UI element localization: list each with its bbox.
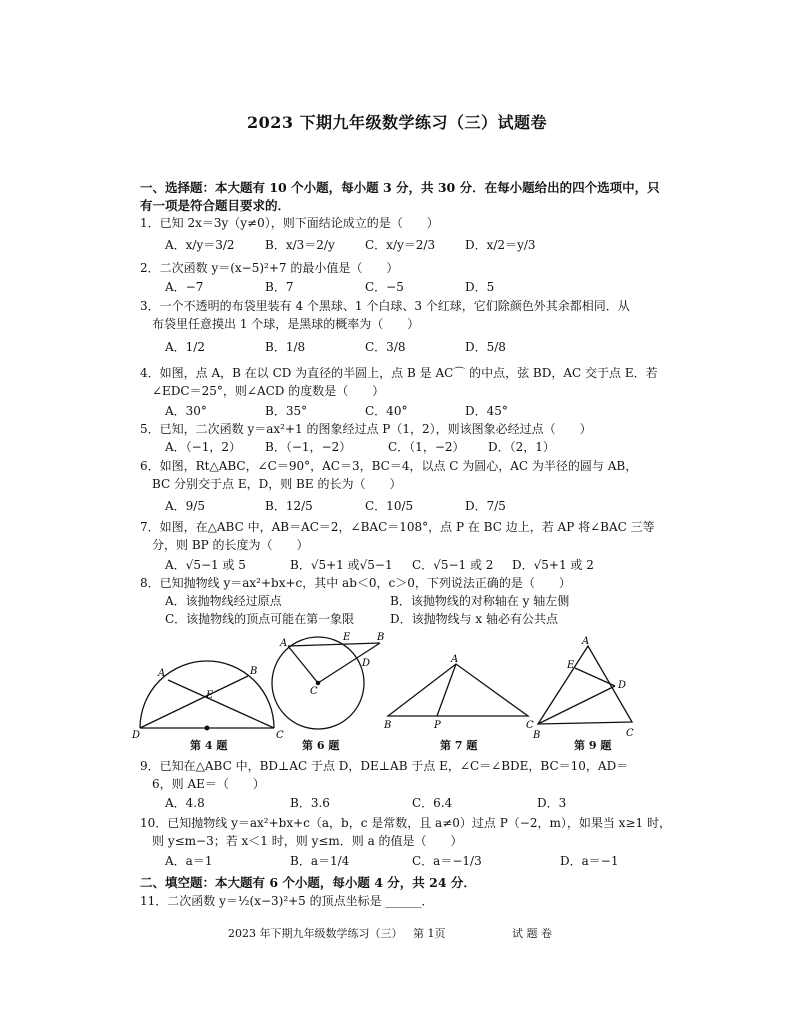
fig9-label-e: E	[567, 660, 575, 671]
question-9-option-d: D．3	[537, 796, 567, 810]
figure-4-caption: 第 4 题	[190, 739, 228, 752]
question-8-option-c: C．该抛物线的顶点可能在第一象限	[165, 612, 355, 626]
fig6-label-a: A	[280, 638, 288, 649]
question-4-option-b: B．35°	[265, 404, 308, 418]
page-title: 2023 下期九年级数学练习（三）试题卷	[246, 113, 548, 132]
figure-7-diagram	[388, 664, 528, 716]
question-9-stem-line1: 9．已知在△ABC 中，BD⊥AC 于点 D，DE⊥AB 于点 E，∠C＝∠BDE，BC＝10，AD＝	[140, 759, 629, 773]
figures-row	[130, 628, 650, 752]
fig7-label-c: C	[526, 720, 534, 731]
figure-7-caption: 第 7 题	[440, 739, 478, 752]
figure-6-labels	[279, 632, 384, 697]
fig6-label-d: D	[362, 658, 371, 669]
question-5-option-a: A．（−1，2）	[165, 440, 241, 454]
fig9-label-b: B	[533, 730, 541, 741]
question-3-stem-line1: 3．一个不透明的布袋里装有 4 个黑球、1 个白球、3 个红球，它们除颜色外其余都相同．从	[140, 299, 630, 313]
question-5-stem: 5．已知，二次函数 y＝ax²+1 的图象经过点 P（1，2），则该图象必经过点（ ）	[140, 422, 592, 436]
question-4-option-d: D．45°	[465, 404, 508, 418]
question-2-option-c: C．−5	[365, 280, 404, 294]
question-6-option-c: C．10/5	[365, 499, 414, 513]
section-two-heading: 二、填空题：本大题有 6 个小题，每小题 4 分，共 24 分．	[140, 875, 476, 890]
question-10-option-d: D．a＝−1	[560, 854, 619, 868]
section-one-heading-line2: 有一项是符合题目要求的．	[140, 198, 291, 213]
question-8-option-b: B．该抛物线的对称轴在 y 轴左侧	[390, 594, 570, 608]
question-6-stem-line1: 6．如图，Rt△ABC，∠C＝90°，AC＝3，BC＝4，以点 C 为圆心，AC 为半径的圆与 AB，	[140, 459, 638, 473]
question-7-option-a: A．√5−1 或 5	[165, 558, 246, 572]
question-2-option-b: B．7	[265, 280, 294, 294]
question-10-stem-line1: 10．已知抛物线 y＝ax²+bx+c（a，b，c 是常数，且 a≠0）过点 P（−2，m），如果当 x≥1 时，	[140, 816, 671, 830]
question-1-option-b: B．x/3＝2/y	[265, 238, 335, 252]
question-3-option-b: B．1/8	[265, 340, 306, 354]
fig9-label-d: D	[618, 680, 627, 691]
question-7-stem-line2: 分，则 BP 的长度为（ ）	[140, 538, 309, 552]
question-8-option-d: D．该抛物线与 x 轴必有公共点	[390, 612, 559, 626]
question-1-option-d: D．x/2＝y/3	[465, 238, 536, 252]
fig4-label-e: E	[206, 690, 214, 701]
question-6-option-b: B．12/5	[265, 499, 313, 513]
footer-page-number: 第 1页	[413, 927, 446, 940]
question-10-option-b: B．a＝1/4	[290, 854, 350, 868]
question-10-option-c: C．a＝−1/3	[412, 854, 482, 868]
question-4-option-c: C．40°	[365, 404, 408, 418]
question-4-stem-line2: ∠EDC＝25°，则∠ACD 的度数是（ ）	[140, 384, 385, 398]
footer-exam-name: 2023 年下期九年级数学练习（三）	[228, 927, 403, 940]
fig6-label-b: B	[377, 632, 385, 643]
question-7-stem-line1: 7．如图，在△ABC 中，AB＝AC＝2，∠BAC＝108°，点 P 在 BC 边上，若 AP 将∠BAC 三等	[140, 520, 655, 534]
fig4-label-b: B	[250, 666, 258, 677]
question-2-option-a: A．−7	[165, 280, 204, 294]
question-6-option-d: D．7/5	[465, 499, 506, 513]
question-9-option-a: A．4.8	[165, 796, 205, 810]
question-4-stem-line1: 4．如图，点 A，B 在以 CD 为直径的半圆上，点 B 是 AC⌒ 的中点，弦 BD，AC 交于点 E．若	[140, 366, 658, 380]
fig6-label-c: C	[310, 686, 318, 697]
fig4-label-d: D	[132, 730, 141, 741]
question-1-option-a: A．x/y＝3/2	[165, 238, 235, 252]
figure-6-caption: 第 6 题	[302, 739, 340, 752]
fig6-label-e: E	[343, 632, 351, 643]
question-9-option-c: C．6.4	[412, 796, 453, 810]
figure-9-caption: 第 9 题	[574, 739, 612, 752]
question-5-option-b: B．（−1，−2）	[265, 440, 352, 454]
question-2-stem: 2．二次函数 y＝(x−5)²+7 的最小值是（ ）	[140, 261, 399, 275]
fig4-label-a: A	[158, 668, 166, 679]
question-5-option-d: D．（2，1）	[488, 440, 555, 454]
question-8-option-a: A．该抛物线经过原点	[165, 594, 282, 608]
question-10-option-a: A．a＝1	[165, 854, 213, 868]
question-7-option-c: C．√5−1 或 2	[412, 558, 494, 572]
question-3-option-c: C．3/8	[365, 340, 406, 354]
question-7-option-b: B．√5+1 或√5−1	[290, 558, 393, 572]
fig4-label-c: C	[276, 730, 284, 741]
question-9-option-b: B．3.6	[290, 796, 330, 810]
fig9-label-c: C	[626, 728, 634, 739]
question-1-option-c: C．x/y＝2/3	[365, 238, 436, 252]
question-7-option-d: D．√5+1 或 2	[512, 558, 594, 572]
fig7-label-a: A	[451, 654, 459, 665]
question-11-stem: 11．二次函数 y＝½(x−3)²+5 的顶点坐标是 ______．	[140, 894, 434, 908]
question-3-stem-line2: 布袋里任意摸出 1 个球，是黑球的概率为（ ）	[140, 317, 420, 331]
fig7-label-p: P	[434, 720, 441, 731]
question-4-option-a: A．30°	[165, 404, 207, 418]
question-8-stem: 8．已知抛物线 y＝ax²+bx+c，其中 ab＜0，c＞0，下列说法正确的是（ ）	[140, 576, 571, 590]
question-3-option-d: D．5/8	[465, 340, 506, 354]
figure-9-labels	[532, 636, 634, 741]
question-9-stem-line2: 6，则 AE＝（ ）	[140, 777, 265, 791]
question-5-option-c: C．（1，−2）	[388, 440, 465, 454]
figure-6-diagram	[272, 637, 380, 729]
question-2-option-d: D．5	[465, 280, 495, 294]
question-1-stem: 1．已知 2x＝3y（y≠0），则下面结论成立的是（ ）	[140, 216, 439, 230]
fig9-label-a: A	[582, 636, 590, 647]
question-10-stem-line2: 则 y≤m−3；若 x＜1 时，则 y≤m．则 a 的值是（ ）	[140, 834, 463, 848]
fig7-label-b: B	[384, 720, 392, 731]
question-6-stem-line2: BC 分别交于点 E，D，则 BE 的长为（ ）	[140, 477, 402, 491]
footer-label: 试 题 卷	[512, 927, 552, 940]
question-3-option-a: A．1/2	[165, 340, 205, 354]
question-6-option-a: A．9/5	[165, 499, 205, 513]
section-one-heading-line1: 一、选择题：本大题有 10 个小题，每小题 3 分，共 30 分．在每小题给出的四个选项中，只	[140, 180, 660, 195]
